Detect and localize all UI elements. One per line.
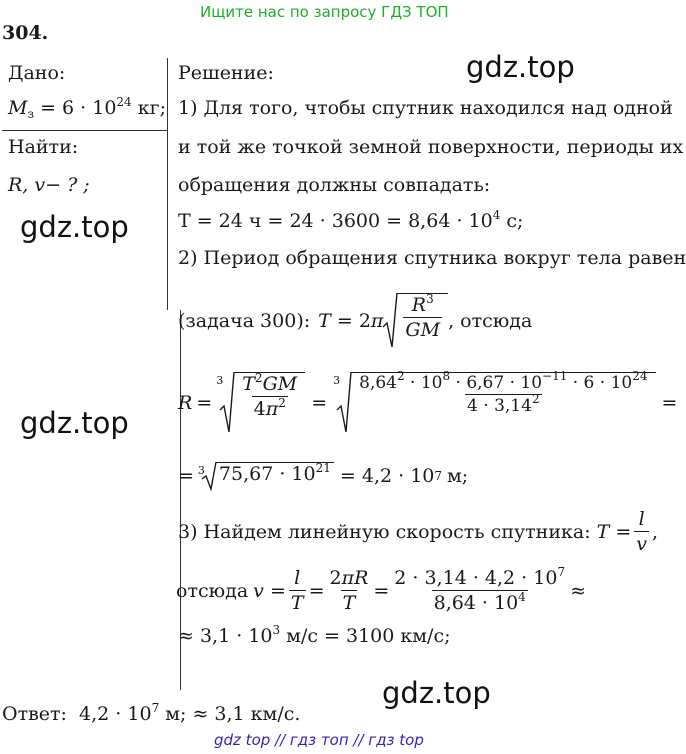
problem-number: 304.: [2, 22, 49, 44]
velocity-result: ≈ $3,1 \cdot 10^3$ м/с = 3100 км/с;: [178, 623, 451, 647]
solution-p1-line1: 1) Для того, чтобы спутник находился над одной: [178, 97, 673, 119]
velocity-intro: 3) Найдем линейную скорость спутника: T = $\frac{l}{v}$ ,: [178, 508, 659, 555]
radius-result: = 3 $75,67 \cdot 10^{21}$ = 4,2 · 10 7 м;: [178, 462, 468, 490]
velocity-calculation: отсюда v = $\frac{l}{T}$ = $\frac{2\pi R}{T}$ = $\frac{2 \cdot 3,14 \cdot 4,2 \cdot 10^7}{8,64 \cdot 10^4}$ ≈: [176, 565, 587, 614]
find-label: Найти:: [8, 136, 79, 158]
watermark: gdz.top: [466, 50, 575, 84]
sqrt-formula: $\frac{R^3}{GM}$: [383, 293, 448, 349]
given-find-separator: [2, 130, 168, 131]
given-divider-upper: [167, 58, 168, 310]
watermark: gdz.top: [20, 210, 129, 244]
watermark: gdz.top: [20, 406, 129, 440]
period-formula-line: (задача 300): T = 2π $\frac{R^3}{GM}$ , отсюда: [178, 293, 532, 349]
solution-p1-line2: и той же точкой земной поверхности, периоды их: [178, 136, 684, 158]
radius-calculation: R = 3 $\frac{T^2GM}{4\pi^2}$ = 3 $\frac{8,64^2 \cdot 10^8 \cdot 6,67 \cdot 10^{-11} \cdot 6 \cdot 10^{24}}{4 \cdot 3,14^2}$ =: [178, 372, 677, 434]
answer: Ответ: $4,2 \cdot 10^7$ м; ≈ 3,1 км/с.: [2, 701, 301, 725]
solution-p2-line1: 2) Период обращения спутника вокруг тела равен: [178, 247, 686, 269]
solution-p1-line3: обращения должны совпадать:: [178, 174, 491, 196]
solution-label: Решение:: [178, 62, 274, 84]
find-value: R, v− ? ;: [8, 174, 90, 196]
given-mass: $M_з = 6 \cdot 10^{24}$ кг;: [8, 95, 166, 121]
top-banner: Ищите нас по запросу ГДЗ ТОП: [200, 3, 449, 21]
given-label: Дано:: [8, 62, 66, 84]
footer-links: gdz top // гдз топ // гдз top: [214, 731, 424, 749]
period-equation: T = 24 $ч = 24 \cdot 3600 = 8,64 \cdot 10^4$ с;: [178, 208, 524, 232]
watermark: gdz.top: [382, 676, 491, 710]
